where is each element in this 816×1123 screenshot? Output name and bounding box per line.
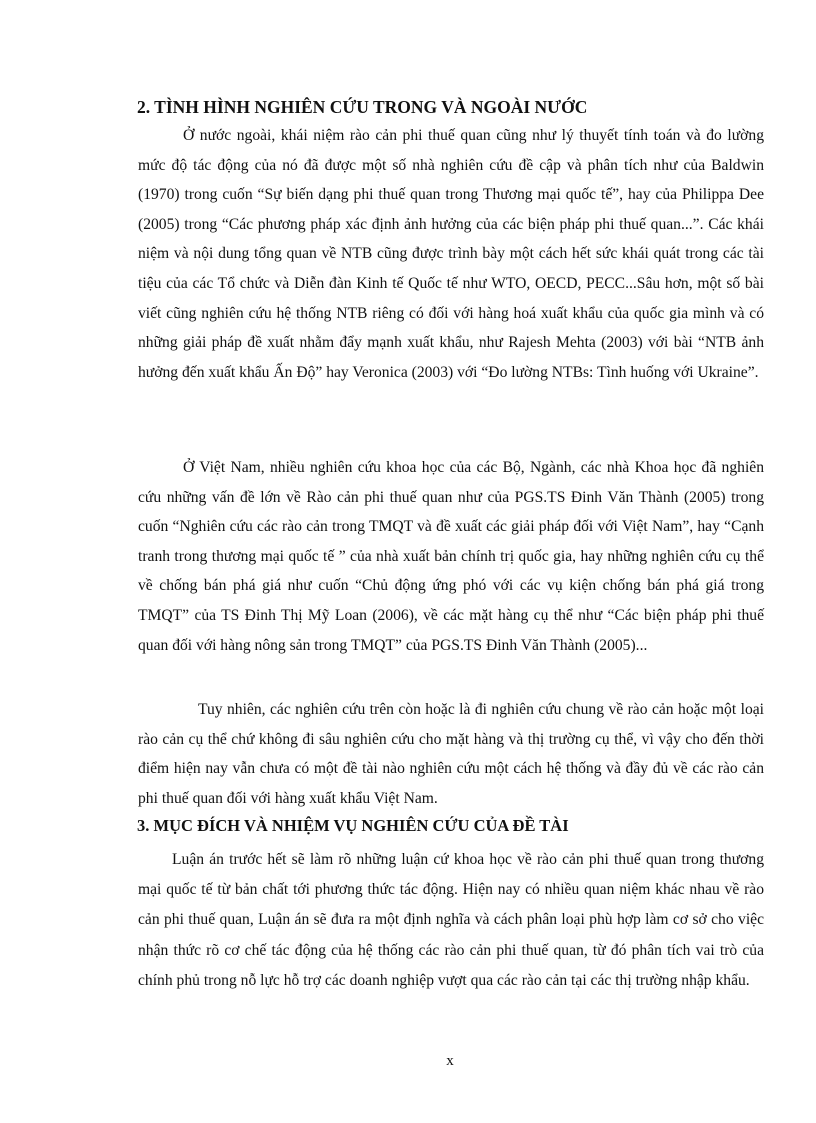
section-heading-2: 2. TÌNH HÌNH NGHIÊN CỨU TRONG VÀ NGOÀI NƯỚC xyxy=(137,97,588,117)
section-heading-3: 3. MỤC ĐÍCH VÀ NHIỆM VỤ NGHIÊN CỨU CỦA ĐỀ TÀI xyxy=(137,816,569,835)
page-number: x xyxy=(446,1053,454,1069)
paragraph-research-objectives: Luận án trước hết sẽ làm rõ những luận cứ khoa học về rào cản phi thuế quan trong thương mại quốc tế từ bản chất tới phương thức tác động. Hiện nay có nhiều quan niệm khác nhau về rào cản phi thuế quan, Luận án sẽ đưa ra một định nghĩa và cách phân loại phù hợp làm cơ sở cho việc nhận thức rõ cơ chế tác động của hệ thống các rào cản phi thuế quan, từ đó phân tích vai trò của chính phủ trong nỗ lực hỗ trợ các doanh nghiệp vượt qua các rào cản tại các thị trường nhập khẩu. xyxy=(138,851,764,989)
paragraph-research-gap: Tuy nhiên, các nghiên cứu trên còn hoặc là đi nghiên cứu chung về rào cản hoặc một loại rào cản cụ thể chứ không đi sâu nghiên cứu cho mặt hàng và thị trường cụ thể, vì vậy cho đến thời điểm hiện nay vẫn chưa có một đề tài nào nghiên cứu một cách hệ thống và đầy đủ về các rào cản phi thuế quan đối với hàng xuất khẩu Việt Nam. xyxy=(138,701,764,807)
paragraph-foreign-research: Ở nước ngoài, khái niệm rào cản phi thuế quan cũng như lý thuyết tính toán và đo lường mức độ tác động của nó đã được một số nhà nghiên cứu đề cập và phân tích như của Baldwin (1970) trong cuốn “Sự biến dạng phi thuế quan trong Thương mại quốc tế”, hay của Philippa Dee (2005) trong “Các phương pháp xác định ảnh hưởng của các biện pháp phi thuế quan...”. Các khái niệm và nội dung tổng quan về NTB cũng được trình bày một cách hết sức khái quát trong các tài tiệu của các Tổ chức và Diễn đàn Kinh tế Quốc tế như WTO, OECD, PECC...Sâu hơn, một số bài viết cũng nghiên cứu hệ thống NTB riêng có đối với hàng hoá xuất khẩu của quốc gia mình và có những giải pháp đề xuất nhằm đẩy mạnh xuất khẩu, như Rajesh Mehta (2003) với bài “NTB ảnh hưởng đến xuất khẩu Ấn Độ” hay Veronica (2003) với “Đo lường NTBs: Tình huống với Ukraine”. xyxy=(138,127,764,381)
paragraph-domestic-research: Ở Việt Nam, nhiều nghiên cứu khoa học của các Bộ, Ngành, các nhà Khoa học đã nghiên cứu những vấn đề lớn về Rào cản phi thuế quan như của PGS.TS Đinh Văn Thành (2005) trong cuốn “Nghiên cứu các rào cản trong TMQT và đề xuất các giải pháp đối với Việt Nam”, hay “Cạnh tranh trong thương mại quốc tế ” của nhà xuất bản chính trị quốc gia, hay những nghiên cứu cụ thể về chống bán phá giá như cuốn “Chủ động ứng phó với các vụ kiện chống bán phá giá trong TMQT” của TS Đinh Thị Mỹ Loan (2006), về các mặt hàng cụ thể như “Các biện pháp phi thuế quan đối với hàng nông sản trong TMQT” của PGS.TS Đinh Văn Thành (2005)... xyxy=(138,459,764,654)
